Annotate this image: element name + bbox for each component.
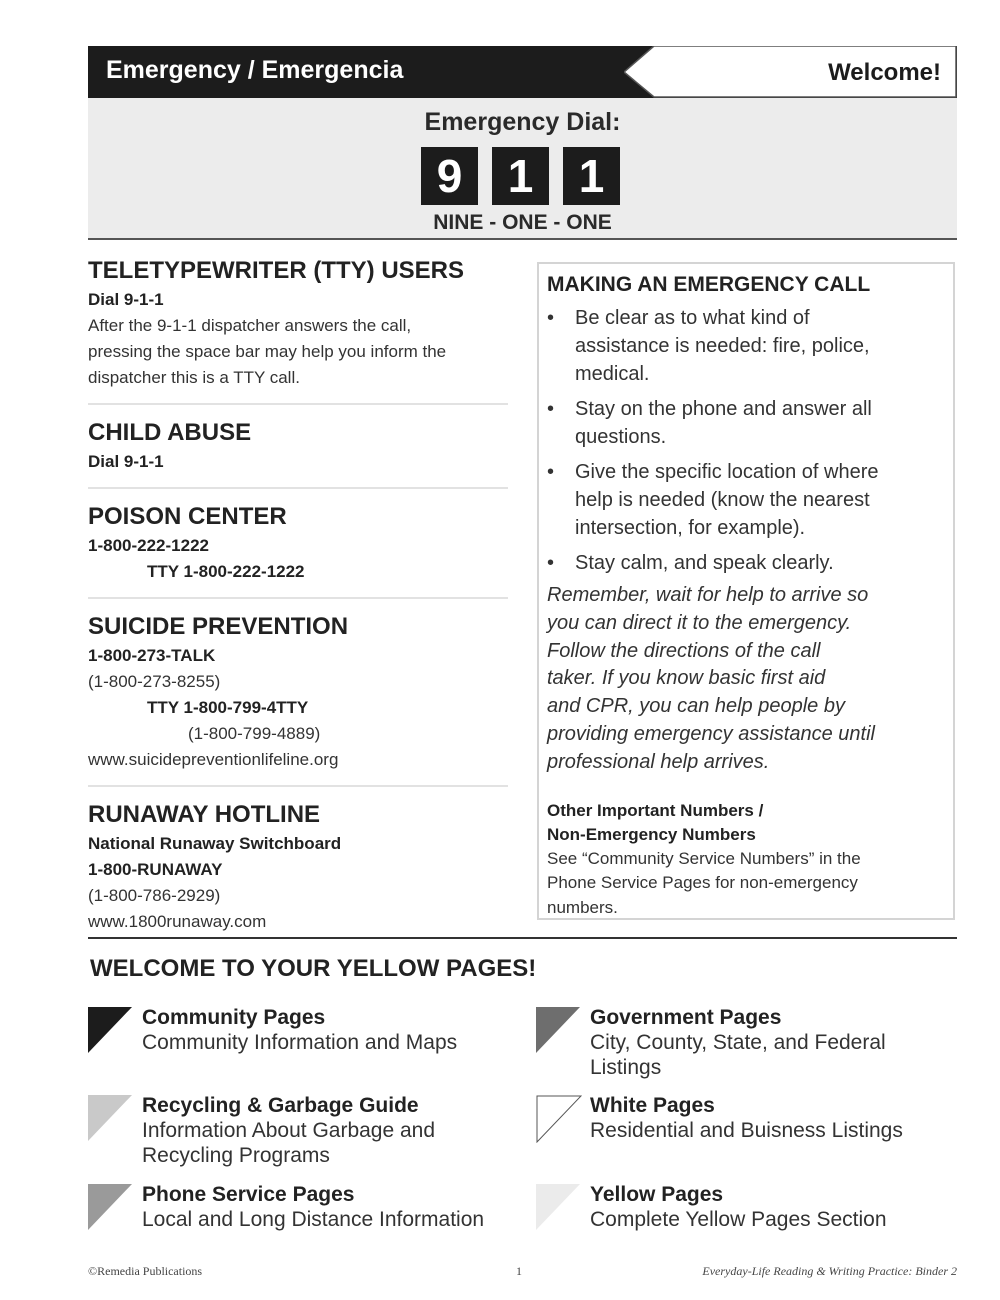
call-tip [547, 304, 945, 388]
remember-paragraph [547, 582, 945, 777]
other-numbers-text [547, 847, 945, 921]
gray-tab-icon [88, 1184, 132, 1230]
tip-line: Give the specific location of where [575, 461, 879, 483]
yp-item-desc: Complete Yellow Pages Section [590, 1208, 887, 1231]
pale-tab-icon [536, 1184, 580, 1230]
bullet-icon: • [547, 307, 555, 329]
section-heading: TELETYPEWRITER (TTY) USERS [88, 257, 465, 284]
heading-line: Non-Emergency Numbers [547, 824, 756, 844]
emergency-dial-label: Emergency Dial: [424, 108, 621, 136]
body-text: dispatcher this is a TTY call. [88, 368, 300, 387]
website-link[interactable]: www.suicidepreventionlifeline.org [88, 750, 339, 769]
call-tips-list [547, 304, 945, 577]
phone-number: 1-800-273-TALK [88, 646, 216, 665]
remember-line: professional help arrives. [547, 750, 770, 773]
body-text: pressing the space bar may help you inform the [88, 342, 447, 361]
remember-line: taker. If you know basic first aid [547, 667, 826, 690]
section-heading: RUNAWAY HOTLINE [88, 801, 321, 828]
remember-line: and CPR, you can help people by [547, 695, 845, 718]
tip-line: questions. [575, 426, 667, 448]
tip-line: intersection, for example). [575, 517, 806, 539]
light-gray-tab-icon [88, 1095, 132, 1141]
yp-item-name: Community Pages [142, 1006, 326, 1029]
remember-line: you can direct it to the emergency. [547, 611, 852, 634]
header-title: Emergency / Emergencia [106, 56, 404, 84]
remember-line: providing emergency assistance until [547, 722, 875, 745]
dial-digit: 1 [492, 147, 549, 205]
yellow-pages-title: WELCOME TO YOUR YELLOW PAGES! [90, 955, 537, 982]
call-tip [547, 458, 945, 542]
section-heading: POISON CENTER [88, 503, 287, 530]
bullet-icon: • [547, 461, 555, 483]
phone-number-numeric: (1-800-786-2929) [88, 886, 221, 905]
black-tab-icon [88, 1007, 132, 1053]
section-heading: CHILD ABUSE [88, 419, 252, 446]
website-link[interactable]: www.1800runaway.com [88, 912, 267, 931]
dial-instruction: Dial 9-1-1 [88, 290, 164, 309]
call-tip [547, 395, 945, 451]
phone-number-numeric: (1-800-273-8255) [88, 672, 221, 691]
welcome-label: Welcome! [828, 59, 941, 86]
emergency-dial-panel [88, 98, 957, 240]
tip-line: Stay calm, and speak clearly. [575, 552, 834, 574]
tty-number-numeric: (1-800-799-4889) [188, 724, 321, 743]
tty-number: TTY 1-800-799-4TTY [147, 698, 309, 717]
dial-words: NINE - ONE - ONE [433, 211, 612, 234]
dark-gray-tab-icon [536, 1007, 580, 1053]
yp-item-desc: Residential and Buisness Listings [590, 1119, 903, 1142]
tip-line: Stay on the phone and answer all [575, 398, 872, 420]
call-box-heading: MAKING AN EMERGENCY CALL [547, 273, 871, 296]
phone-number: 1-800-222-1222 [88, 536, 209, 555]
tip-line: assistance is needed: fire, police, [575, 335, 870, 357]
section-child-abuse [88, 417, 508, 489]
dial-digits [421, 147, 620, 205]
emergency-header-bar [88, 46, 957, 98]
tty-number: TTY 1-800-222-1222 [147, 562, 305, 581]
dial-digit: 1 [563, 147, 620, 205]
book-title: Everyday-Life Reading & Writing Practice: Binder 2 [702, 1264, 957, 1278]
emergency-call-box [537, 262, 955, 920]
section-runaway-hotline [88, 799, 508, 947]
dial-digit: 9 [421, 147, 478, 205]
text-line: numbers. [547, 897, 618, 917]
yp-item-desc: Information About Garbage and Recycling Programs [142, 1119, 436, 1167]
yp-item-name: Government Pages [590, 1006, 782, 1029]
section-divider [88, 937, 957, 939]
hotline-list [88, 255, 508, 959]
yp-item-name: White Pages [590, 1094, 715, 1117]
organization-name: National Runaway Switchboard [88, 834, 342, 853]
yp-item-name: Phone Service Pages [142, 1183, 355, 1206]
bullet-icon: • [547, 552, 555, 574]
heading-line: Other Important Numbers / [547, 800, 764, 820]
tip-line: help is needed (know the nearest [575, 489, 870, 511]
bullet-icon: • [547, 398, 555, 420]
page-number: 1 [516, 1264, 522, 1278]
section-heading: SUICIDE PREVENTION [88, 613, 349, 640]
tip-line: medical. [575, 363, 650, 385]
yp-item-name: Recycling & Garbage Guide [142, 1094, 419, 1117]
yp-item-desc: Local and Long Distance Information [142, 1208, 485, 1231]
phone-number: 1-800-RUNAWAY [88, 860, 223, 879]
remember-line: Remember, wait for help to arrive so [547, 584, 869, 606]
section-suicide-prevention [88, 611, 508, 787]
remember-line: Follow the directions of the call [547, 639, 821, 662]
section-tty-users [88, 255, 508, 405]
body-text: After the 9-1-1 dispatcher answers the call, [88, 316, 412, 335]
yp-item-desc: City, County, State, and Federal Listings [590, 1031, 886, 1079]
yp-item-desc: Community Information and Maps [142, 1031, 458, 1054]
dial-instruction: Dial 9-1-1 [88, 452, 164, 471]
white-tab-icon [536, 1095, 582, 1143]
welcome-tab [624, 46, 957, 98]
section-poison-center [88, 501, 508, 599]
text-line: See “Community Service Numbers” in the [547, 848, 861, 868]
tip-line: Be clear as to what kind of [575, 307, 810, 329]
yp-item-name: Yellow Pages [590, 1183, 724, 1206]
call-tip [547, 549, 945, 577]
other-numbers-heading [547, 799, 945, 847]
publisher-credit: ©Remedia Publications [88, 1264, 203, 1278]
text-line: Phone Service Pages for non-emergency [547, 873, 858, 893]
